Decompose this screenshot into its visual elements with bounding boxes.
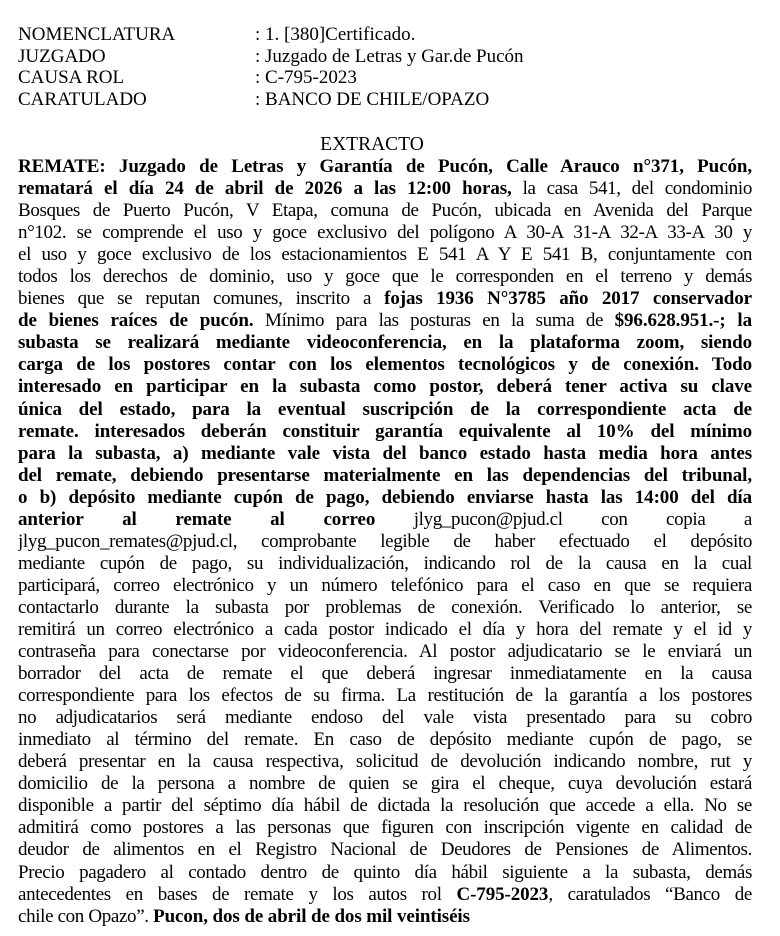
body-line [18,487,752,509]
text: Precio pagadero al contado dentro de quinto día hábil siguiente a la subasta, demás [18,861,752,883]
text: chile con Opazo”. [18,905,154,927]
text: Bosques de Puerto Pucón, V Etapa, comuna de Pucón, ubicada en Avenida del Parque [18,200,752,222]
header-row-nomenclatura [18,24,758,46]
header-label: CAUSA ROL [18,67,125,89]
body-line [18,729,752,751]
text: mediante cupón de pago, su individualización, indicando rol de la causa en la cual [18,552,752,574]
bold-text: o b) depósito mediante cupón de pago, debiendo enviarse hasta las 14:00 del día [18,486,752,508]
body-line [18,531,752,553]
body-line [18,421,752,443]
body-line [18,619,752,641]
header-label: CARATULADO [18,88,147,110]
header-value: : C-795-2023 [255,67,357,89]
body-line [18,597,752,619]
text: remitirá un correo electrónico a cada postor indicado el día y hora del remate y el id y [18,618,752,640]
document-header [18,24,758,110]
body-line [18,399,752,421]
body-line [18,376,752,398]
text: antecedentes en bases de remate y los autos rol [18,883,457,905]
bold-text: fojas 1936 N°3785 año 2017 conservador [384,288,752,310]
header-value: : 1. [380]Certificado. [255,24,416,45]
body-line [18,862,752,884]
text: disponible a partir del séptimo día hábil de dictada la resolución que accede a ella. No se [18,795,752,817]
body-line [18,200,752,222]
bold-text: REMATE: Juzgado de Letras y Garantía de Pucón, Calle Arauco n°371, Pucón, [18,156,752,177]
body-line [18,641,752,663]
text: no adjudicatarios será mediante endoso del vale vista presentado para su cobro [18,707,752,729]
body-line [18,354,752,376]
body-line [18,685,752,707]
text: correspondiente para los efectos de su firma. La restitución de la garantía a los postores [18,685,752,707]
header-value: : Juzgado de Letras y Gar.de Pucón [255,45,524,67]
extract-body [18,156,752,928]
header-row-causa-rol [18,67,758,89]
text: Mínimo para las posturas en la suma de [253,310,615,332]
body-line [18,839,752,861]
header-row-caratulado [18,89,758,111]
body-line [18,465,752,487]
bold-text: única del estado, para la eventual suscripción de la correspondiente acta de [18,398,752,420]
text: admitirá como postores a las personas que figuren con inscripción vigente en calidad de [18,817,752,839]
document-title: EXTRACTO [320,134,424,155]
bold-text: para la subasta, a) mediante vale vista del banco estado hasta media hora antes [18,442,752,464]
body-line [18,178,752,200]
text: deberá presentar en la causa respectiva, solicitud de devolución indicando nombre, rut y [18,751,752,773]
text: participará, correo electrónico y un número telefónico para el caso en que se requiera [18,574,752,596]
text: la casa 541, del condominio [511,178,752,200]
bold-text: del remate, debiendo presentarse materialmente en las dependencias del tribunal, [18,464,752,486]
text: inmediato al término del remate. En caso de depósito mediante cupón de pago, se [18,729,752,751]
body-line [18,509,752,531]
bold-text: interesado en participar en la subasta como postor, deberá tener activa su clave [18,376,752,398]
body-line [18,310,752,332]
text: todos los derechos de dominio, uso y goce que le corresponden en el terreno y demás [18,266,752,288]
bold-text: remate. interesados deberán constituir garantía equivalente al 10% del mínimo [18,420,752,442]
bold-text: carga de los postores contar con los elementos tecnológicos y de conexión. Todo [18,354,752,376]
text: domicilio de la persona a nombre de quien se gira el cheque, cuya devolución estará [18,773,752,795]
header-row-juzgado [18,46,758,68]
body-line [18,575,752,597]
body-line [18,266,752,288]
body-line [18,773,752,795]
text: deudor de alimentos en el Registro Nacional de Deudores de Pensiones de Alimentos. [18,839,752,861]
text: , caratulados “Banco de [548,883,752,905]
text: borrador del acta de remate el que deberá ingresar inmediatamente en la causa [18,663,752,685]
body-line [18,222,752,244]
text: n°102. se comprende el uso y goce exclusivo del polígono A 30-A 31-A 32-A 33-A 30 y [18,222,752,244]
text: contraseña para conectarse por videoconferencia. Al postor adjudicatario se le enviará un [18,641,752,663]
bold-text: C-795-2023 [456,883,549,905]
bold-text: Pucon, dos de abril de dos mil veintiséis [153,905,470,927]
bold-text: rematará el día 24 de abril de 2026 a las 12:00 horas, [18,178,512,200]
body-line [18,443,752,465]
header-label: JUZGADO [18,45,106,67]
body-line [18,906,752,928]
bold-text: $96.628.951.-; la [614,310,752,332]
bold-text: subasta se realizará mediante videoconferencia, en la plataforma zoom, siendo [18,332,752,354]
body-line [18,707,752,729]
bold-text: anterior al remate al correo [18,508,376,530]
text: jlyg_pucon@pjud.cl con copia a [375,508,752,530]
body-line [18,156,752,178]
body-line [18,663,752,685]
header-value: : BANCO DE CHILE/OPAZO [255,88,490,110]
body-line [18,751,752,773]
body-line [18,817,752,839]
text: contactarlo durante la subasta por problemas de conexión. Verificado lo anterior, se [18,596,752,618]
header-label: NOMENCLATURA [18,24,176,45]
text: bienes que se reputan comunes, inscrito a [18,288,385,310]
body-line [18,244,752,266]
body-line [18,553,752,575]
body-line [18,332,752,354]
text: el uso y goce exclusivo de los estacionamientos E 541 A Y E 541 B, conjuntamente con [18,244,752,266]
body-line [18,795,752,817]
body-line [18,288,752,310]
text: jlyg_pucon_remates@pjud.cl, comprobante legible de haber efectuado el depósito [18,530,752,552]
bold-text: de bienes raíces de pucón. [18,310,254,332]
body-line [18,884,752,906]
